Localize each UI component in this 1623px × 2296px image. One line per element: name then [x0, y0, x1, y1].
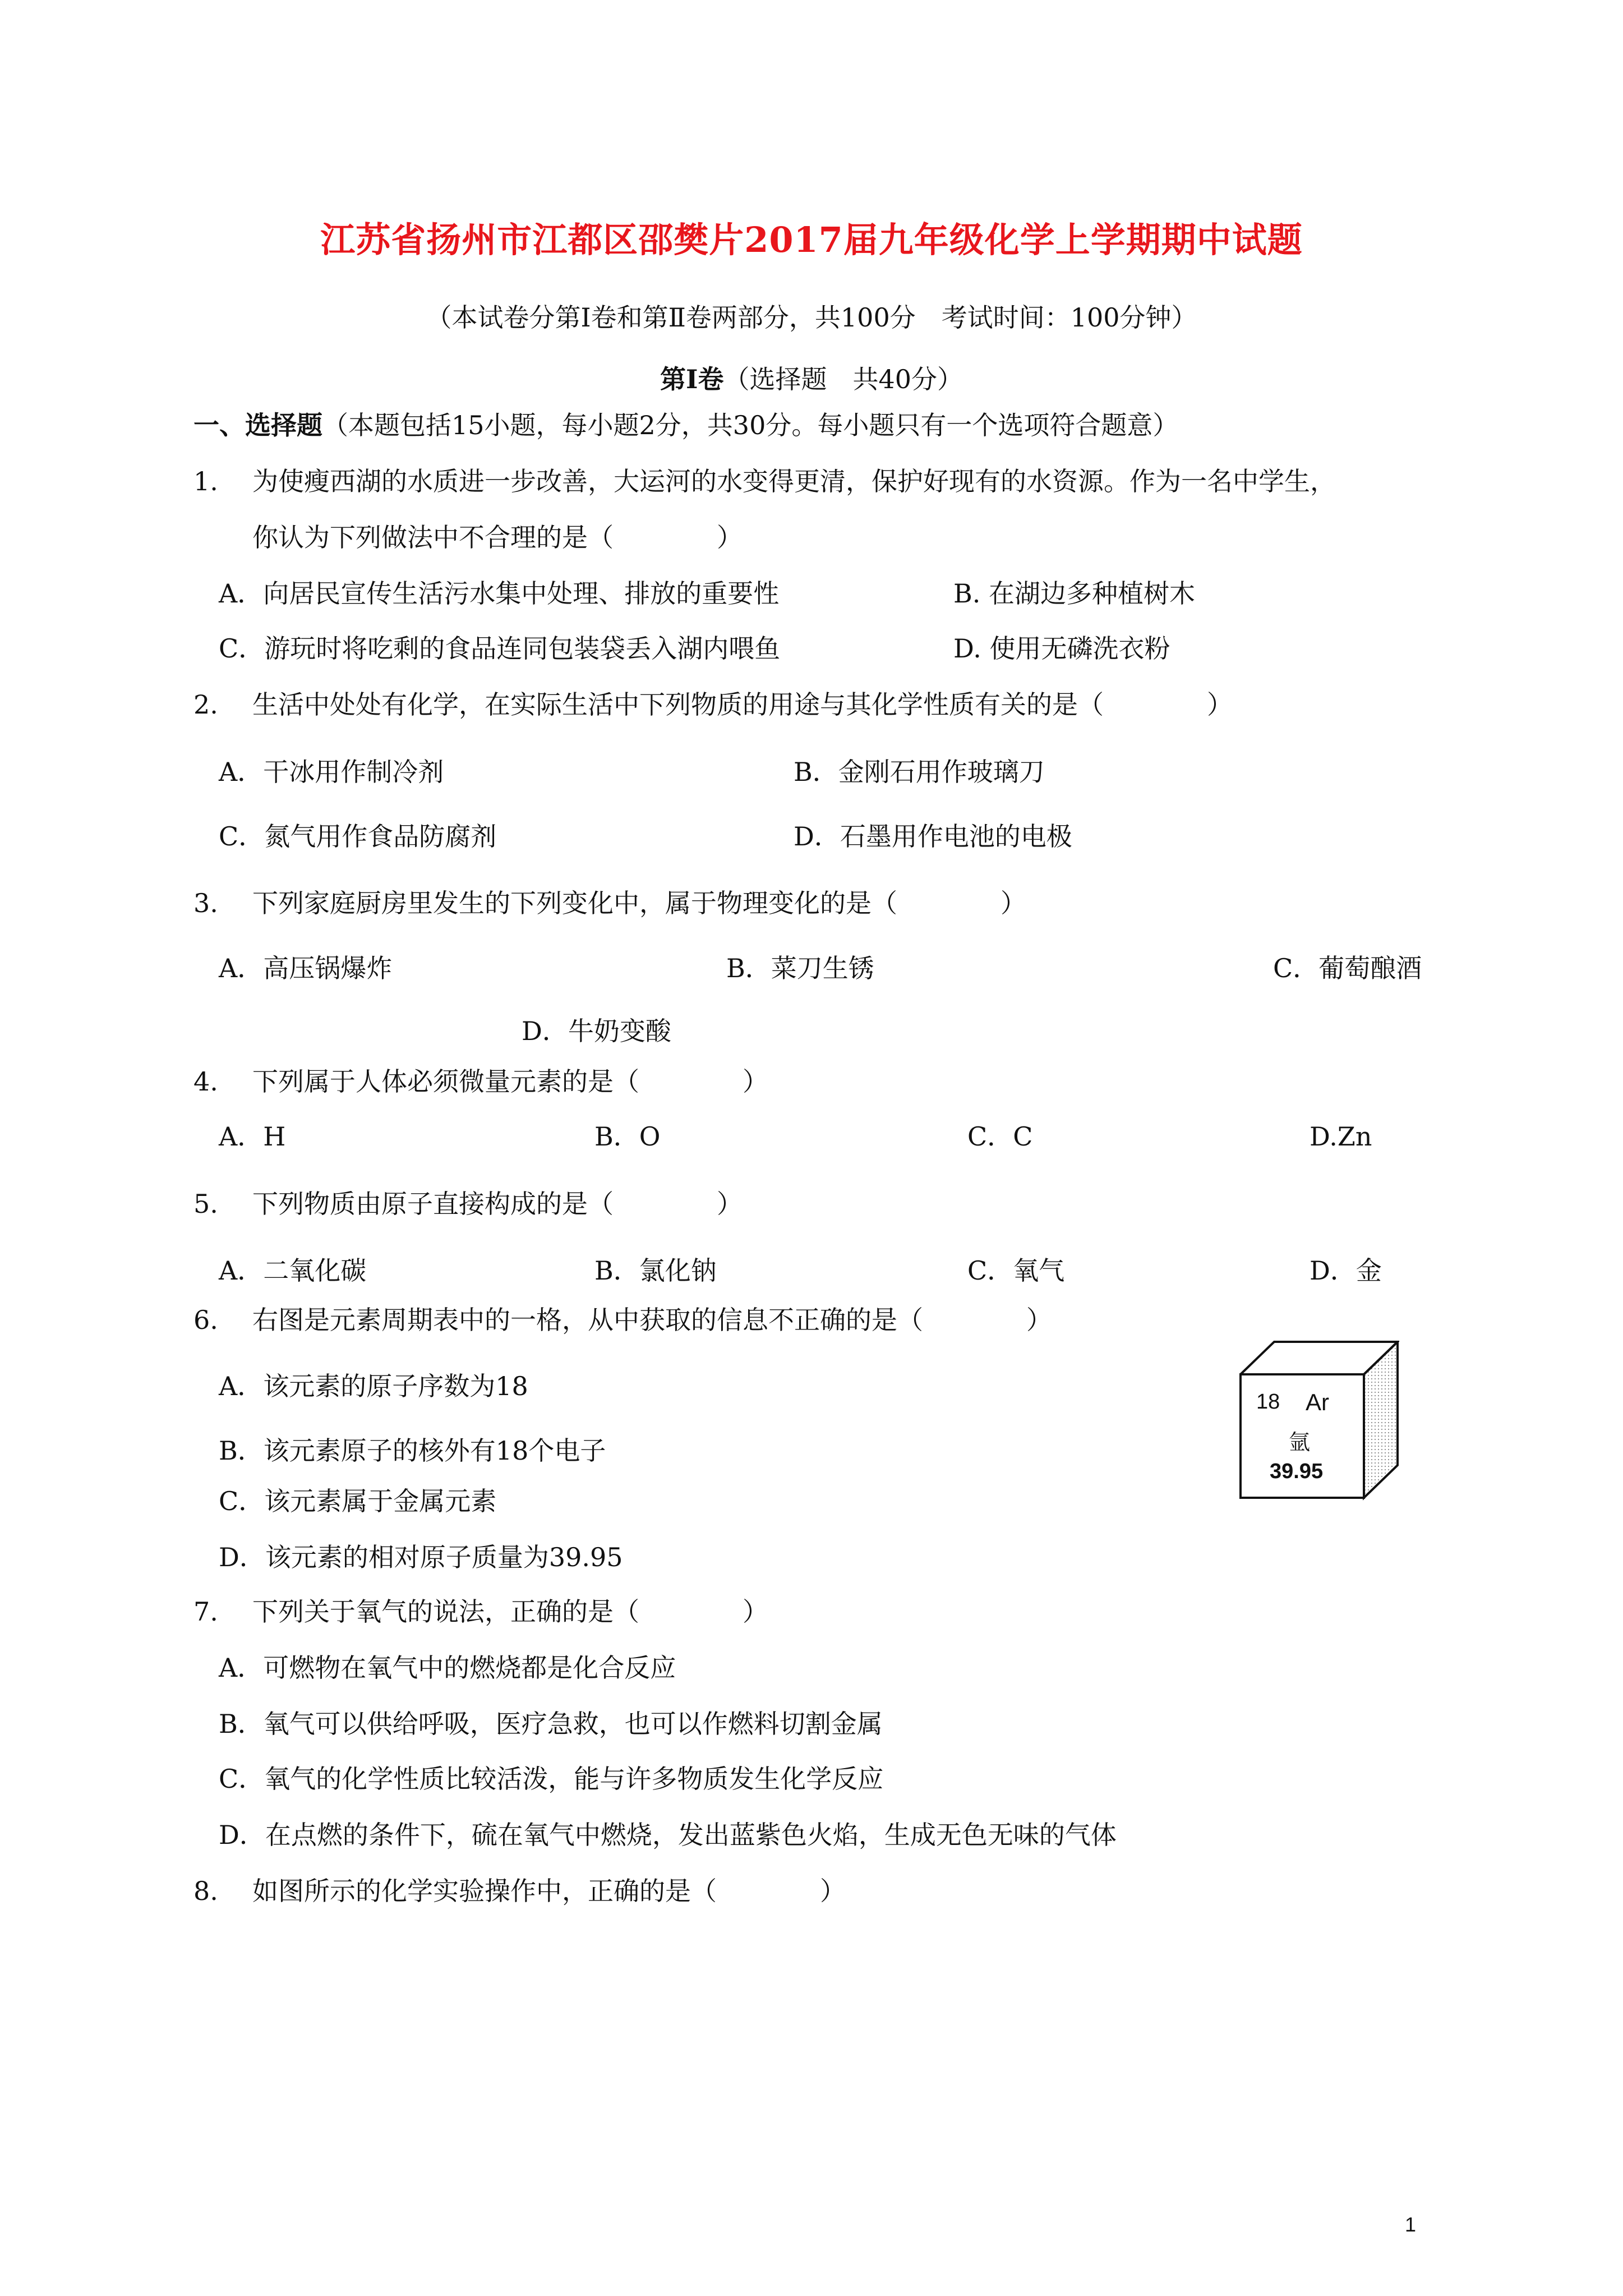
element-symbol: Ar [1306, 1389, 1329, 1415]
question-text: 生活中处处有化学，在实际生活中下列物质的用途与其化学性质有关的是（ ） [252, 689, 1233, 720]
option: C．游玩时将吃剩的食品连同包装袋丢入湖内喂鱼 [219, 633, 781, 664]
option: C．C [967, 1121, 1033, 1152]
question-number: 4. [193, 1066, 218, 1097]
option: A．二氧化碳 [219, 1255, 367, 1286]
option: A．干冰用作制冷剂 [219, 757, 444, 787]
option: B．该元素原子的核外有18个电子 [219, 1435, 606, 1466]
option: B．O [594, 1121, 661, 1152]
option: B. 在湖边多种植树木 [953, 578, 1196, 609]
option: D. 使用无磷洗衣粉 [953, 633, 1170, 664]
option: C．该元素属于金属元素 [219, 1486, 497, 1516]
page-title: 江苏省扬州市江都区邵樊片2017届九年级化学上学期期中试题 [320, 219, 1303, 260]
exam-info: （本试卷分第Ⅰ卷和第Ⅱ卷两部分，共100分 考试时间：100分钟） [426, 302, 1197, 333]
question-text: 如图所示的化学实验操作中，正确的是（ ） [252, 1876, 846, 1906]
option: C．氮气用作食品防腐剂 [219, 821, 497, 852]
question-text: 为使瘦西湖的水质进一步改善，大运河的水变得更清，保护好现有的水资源。作为一名中学生， [252, 466, 1336, 496]
section-heading-rest: （选择题 共40分） [723, 364, 963, 394]
question-number: 5. [193, 1189, 218, 1219]
option: D．牛奶变酸 [522, 1016, 671, 1046]
page-number: 1 [1405, 2213, 1417, 2236]
option: C．氧气的化学性质比较活泼，能与许多物质发生化学反应 [219, 1764, 884, 1794]
section-heading-bold: 第Ⅰ卷 [660, 364, 724, 394]
question-text: 下列属于人体必须微量元素的是（ ） [252, 1066, 768, 1097]
question-number: 2. [193, 689, 218, 720]
option: B．氧气可以供给呼吸，医疗急救，也可以作燃料切割金属 [219, 1709, 883, 1739]
option: B．氯化钠 [594, 1255, 717, 1286]
option: D．该元素的相对原子质量为39.95 [219, 1542, 623, 1572]
question-text: 下列家庭厨房里发生的下列变化中，属于物理变化的是（ ） [252, 888, 1026, 918]
question-text: 右图是元素周期表中的一格，从中获取的信息不正确的是（ ） [252, 1305, 1052, 1335]
option: B．金刚石用作玻璃刀 [794, 757, 1045, 787]
question-text-cont: 你认为下列做法中不合理的是（ ） [252, 522, 743, 553]
option: D.Zn [1310, 1121, 1372, 1152]
periodic-table-cell-figure [1239, 1341, 1399, 1501]
option: A．向居民宣传生活污水集中处理、排放的重要性 [219, 578, 780, 609]
option: D．在点燃的条件下，硫在氧气中燃烧，发出蓝紫色火焰，生成无色无味的气体 [219, 1820, 1117, 1850]
question-text: 下列关于氧气的说法，正确的是（ ） [252, 1596, 768, 1627]
question-text: 下列物质由原子直接构成的是（ ） [252, 1189, 743, 1219]
atomic-mass: 39.95 [1270, 1460, 1324, 1483]
part-heading [193, 412, 1178, 438]
option: A．可燃物在氧气中的燃烧都是化合反应 [219, 1653, 676, 1683]
atomic-number: 18 [1256, 1390, 1280, 1414]
option: B．菜刀生锈 [726, 953, 874, 983]
question-number: 3. [193, 888, 218, 918]
question-number: 8. [193, 1876, 218, 1906]
option: D．石墨用作电池的电极 [794, 821, 1072, 852]
option: C．葡萄酿酒 [1273, 953, 1422, 983]
option: A．H [219, 1121, 286, 1152]
question-number: 7. [193, 1596, 218, 1627]
question-number: 6. [193, 1305, 218, 1335]
question-number: 1. [193, 466, 218, 496]
part-heading-bold: 一、选择题 [193, 410, 322, 440]
part-heading-rest: （本题包括15小题，每小题2分，共30分。每小题只有一个选项符合题意） [322, 410, 1179, 440]
option: D．金 [1310, 1255, 1382, 1286]
option: A．高压锅爆炸 [219, 953, 393, 983]
option: A．该元素的原子序数为18 [219, 1371, 528, 1401]
section-heading [0, 359, 1623, 396]
option: C．氧气 [967, 1255, 1065, 1286]
element-name: 氩 [1289, 1430, 1311, 1455]
